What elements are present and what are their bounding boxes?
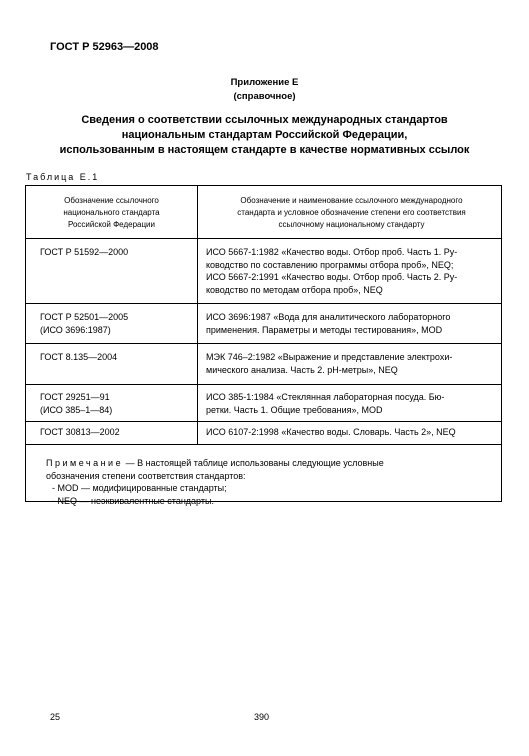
document-title xyxy=(20,113,509,158)
appendix-title: Приложение Е xyxy=(230,77,299,88)
note-item: - MOD — модифицированные стандарты; xyxy=(52,483,227,493)
note-line xyxy=(46,457,491,470)
cell-line: ИСО 385-1:1984 «Стеклянная лабораторная посуда. Бю- xyxy=(206,392,445,402)
table-header-row xyxy=(26,186,501,239)
header-line: стандарта и условное обозначение степени его соответствия xyxy=(237,208,466,217)
header-line: Обозначение и наименование ссылочного международного xyxy=(240,196,463,205)
cell-line: ководство по методам отбора проб», NEQ xyxy=(206,284,383,295)
cell-line: ководство по составлению программы отбора проб», NEQ; xyxy=(206,259,454,270)
header-line: национального стандарта xyxy=(63,208,160,217)
page-number-center: 390 xyxy=(254,712,270,722)
table-note xyxy=(26,445,501,506)
header-international-standard xyxy=(198,186,501,238)
international-standard-cell xyxy=(198,239,501,303)
table-label: Таблица Е.1 xyxy=(26,172,100,182)
header-line: Российской Федерации xyxy=(68,220,155,229)
cell-line: ГОСТ 29251—91 xyxy=(40,392,110,402)
international-standard-cell xyxy=(198,385,501,421)
standard-code: ГОСТ Р 52963—2008 xyxy=(50,41,159,53)
header-line: ссылочному национальному стандарту xyxy=(278,220,425,229)
table-row xyxy=(26,304,501,344)
table-row xyxy=(26,385,501,422)
note-text: — В настоящей таблице использованы следующие условные xyxy=(123,458,384,468)
international-standard-cell xyxy=(198,422,501,444)
cell-line: ИСО 6107-2:1998 «Качество воды. Словарь. Часть 2», NEQ xyxy=(206,427,456,437)
cell-line: ГОСТ 30813—2002 xyxy=(40,427,120,437)
note-label: Примечание xyxy=(46,458,124,468)
cell-line: ИСО 3696:1987 «Вода для аналитического лабораторного xyxy=(206,312,451,322)
cell-line: ГОСТ Р 51592—2000 xyxy=(40,247,129,257)
table-row xyxy=(26,239,501,304)
note-line: обозначения степени соответствия стандартов: xyxy=(46,470,246,481)
national-standard-cell xyxy=(26,239,198,303)
cell-line: МЭК 746–2:1982 «Выражение и представление электрохи- xyxy=(206,352,453,362)
page-number-left: 25 xyxy=(50,712,61,722)
national-standard-cell xyxy=(26,422,198,444)
header-national-standard xyxy=(26,186,198,238)
table-row xyxy=(26,344,501,385)
cell-line: ГОСТ 8.135—2004 xyxy=(40,352,118,362)
title-line: Сведения о соответствии ссылочных международных стандартов xyxy=(81,114,448,126)
title-line: национальным стандартам Российской Федерации, xyxy=(121,129,408,141)
international-standard-cell xyxy=(198,344,501,384)
appendix-subtitle: (справочное) xyxy=(233,91,296,102)
national-standard-cell xyxy=(26,344,198,384)
national-standard-cell xyxy=(26,385,198,421)
header-line: Обозначение ссылочного xyxy=(64,196,159,205)
cell-line: (ИСО 3696:1987) xyxy=(40,324,111,335)
cell-line: применения. Параметры и методы тестирования», MOD xyxy=(206,324,443,335)
title-line: использованным в настоящем стандарте в качестве нормативных ссылок xyxy=(59,144,470,156)
national-standard-cell xyxy=(26,304,198,343)
cell-line: мического анализа. Часть 2. pH-метры», NEQ xyxy=(206,364,398,375)
cell-line: ИСО 5667-2:1991 «Качество воды. Отбор проб. Часть 2. Ру- xyxy=(206,272,458,282)
cell-line: ГОСТ Р 52501—2005 xyxy=(40,312,129,322)
table-row xyxy=(26,422,501,445)
cell-line: ретки. Часть 1. Общие требования», MOD xyxy=(206,404,383,415)
international-standard-cell xyxy=(198,304,501,343)
note-item: - NEQ — неэквивалентные стандарты. xyxy=(52,495,214,506)
cell-line: (ИСО 385–1—84) xyxy=(40,404,113,415)
cell-line: ИСО 5667-1:1982 «Качество воды. Отбор проб. Часть 1. Ру- xyxy=(206,247,458,257)
correspondence-table xyxy=(25,185,502,506)
